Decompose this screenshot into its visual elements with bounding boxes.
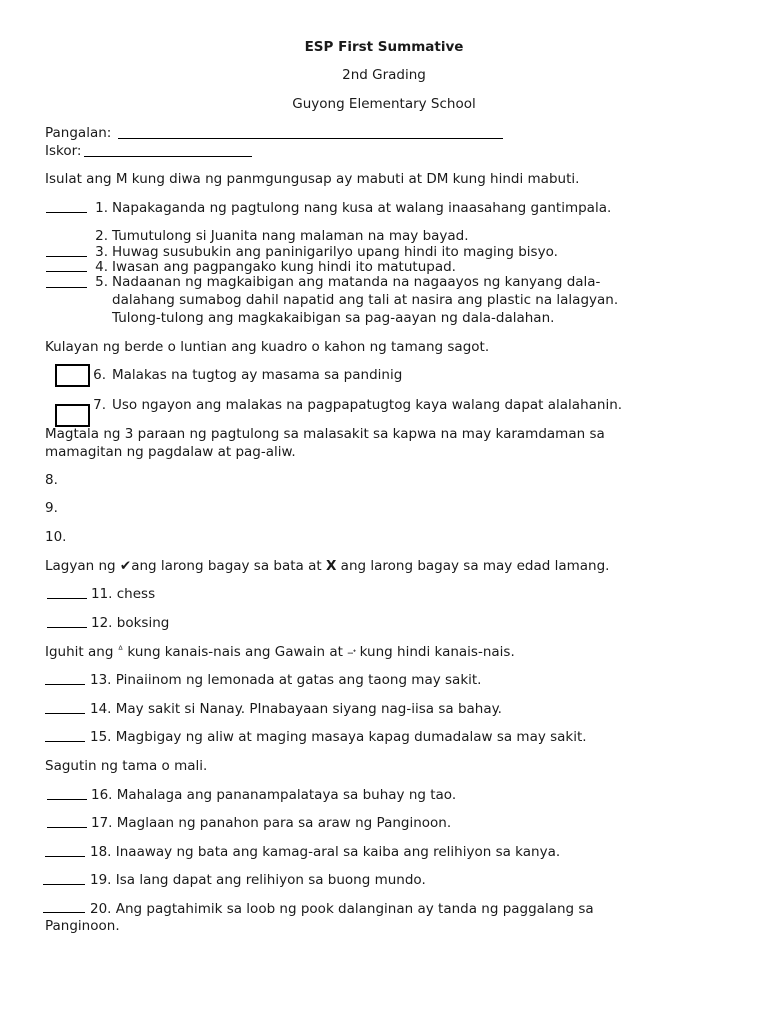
part3-instruction-line2: mamagitan ng pagdalaw at pag-aliw.	[45, 444, 296, 460]
item-number-6: 6.	[93, 367, 106, 383]
item-text-7: Uso ngayon ang malakas na pagpapatugtog kaya walang dapat alalahanin.	[112, 397, 623, 413]
item-text-14: 14. May sakit si Nanay. PInabayaan siyang nag-iisa sa bahay.	[90, 701, 502, 717]
answer-blank-1[interactable]	[46, 212, 87, 213]
part5-instruction-b: kung kanais-nais ang Gawain at	[123, 644, 348, 660]
item-text-20-cont: Panginoon.	[45, 918, 120, 934]
answer-blank-13[interactable]	[45, 684, 85, 685]
happy-face-icon: ᐞ	[117, 645, 124, 656]
item-text-17: 17. Maglaan ng panahon para sa araw ng Panginoon.	[91, 815, 452, 831]
item-number-2: 2.	[95, 228, 108, 244]
school-name: Guyong Elementary School	[292, 96, 476, 112]
answer-blank-11[interactable]	[47, 598, 87, 599]
answer-box-6[interactable]	[55, 364, 90, 387]
answer-blank-16[interactable]	[47, 799, 87, 800]
item-text-15: 15. Magbigay ng aliw at maging masaya kapag dumadalaw sa may sakit.	[90, 729, 587, 745]
answer-blank-12[interactable]	[47, 627, 87, 628]
item-text-5-line1: Nadaanan ng magkaibigan ang matanda na nagaayos ng kanyang dala-	[112, 274, 601, 290]
item-text-16: 16. Mahalaga ang pananampalataya sa buhay ng tao.	[91, 787, 457, 803]
answer-blank-5[interactable]	[46, 287, 87, 288]
answer-blank-19[interactable]	[43, 884, 85, 885]
item-text-1: Napakaganda ng pagtulong nang kusa at walang inaasahang gantimpala.	[112, 200, 612, 216]
item-number-9: 9.	[45, 500, 58, 516]
item-number-5: 5.	[95, 274, 108, 290]
answer-blank-15[interactable]	[45, 741, 85, 742]
item-text-11: 11. chess	[91, 586, 156, 602]
answer-blank-3[interactable]	[46, 256, 87, 257]
item-text-20: 20. Ang pagtahimik sa loob ng pook dalanginan ay tanda ng paggalang sa	[90, 901, 594, 917]
grading-label: 2nd Grading	[342, 67, 426, 83]
item-text-5-line2: dalahang sumabog dahil napatid ang tali at nasira ang plastic na lalagyan.	[112, 292, 619, 308]
item-number-4: 4.	[95, 259, 108, 275]
item-text-3: Huwag susubukin ang paninigarilyo upang hindi ito maging bisyo.	[112, 244, 558, 260]
item-number-8: 8.	[45, 472, 58, 488]
item-text-2: Tumutulong si Juanita nang malaman na may bayad.	[112, 228, 469, 244]
answer-blank-14[interactable]	[45, 713, 85, 714]
part5-instruction-a: Iguhit ang	[45, 644, 118, 660]
item-text-18: 18. Inaaway ng bata ang kamag-aral sa kaiba ang relihiyon sa kanya.	[90, 844, 561, 860]
part4-instruction-b: ang larong bagay sa bata at	[131, 558, 326, 574]
answer-box-7[interactable]	[55, 404, 90, 427]
sad-face-icon: --ᐩ	[347, 648, 356, 659]
name-label: Pangalan:	[45, 125, 112, 141]
answer-blank-4[interactable]	[46, 271, 87, 272]
item-number-3: 3.	[95, 244, 108, 260]
item-number-7: 7.	[93, 397, 106, 413]
answer-blank-17[interactable]	[47, 827, 87, 828]
item-text-5-line3: Tulong-tulong ang magkakaibigan sa pag-aayan ng dala-dalahan.	[112, 310, 555, 326]
score-label: Iskor:	[45, 143, 82, 159]
part4-instruction-c: ang larong bagay sa may edad lamang.	[336, 558, 610, 574]
page-title: ESP First Summative	[304, 39, 464, 55]
item-text-12: 12. boksing	[91, 615, 170, 631]
item-number-10: 10.	[45, 529, 67, 545]
score-field[interactable]	[84, 156, 252, 157]
x-icon: X	[325, 558, 337, 574]
part3-instruction-line1: Magtala ng 3 paraan ng pagtulong sa malasakit sa kapwa na may karamdaman sa	[45, 426, 605, 442]
item-text-19: 19. Isa lang dapat ang relihiyon sa buong mundo.	[90, 872, 426, 888]
answer-blank-20[interactable]	[43, 912, 85, 913]
part6-instruction: Sagutin ng tama o mali.	[45, 758, 208, 774]
answer-blank-18[interactable]	[45, 856, 85, 857]
check-icon: ✔	[119, 558, 132, 574]
part4-instruction-a: Lagyan ng	[45, 558, 120, 574]
part5-instruction	[45, 643, 515, 662]
part5-instruction-c: kung hindi kanais-nais.	[355, 644, 515, 660]
item-text-4: Iwasan ang pagpangako kung hindi ito matutupad.	[112, 259, 456, 275]
part4-instruction	[45, 558, 609, 574]
name-field[interactable]	[118, 138, 503, 139]
part1-instruction: Isulat ang M kung diwa ng panmgungusap ay mabuti at DM kung hindi mabuti.	[45, 171, 580, 187]
item-number-1: 1.	[95, 200, 108, 216]
item-text-13: 13. Pinaiinom ng lemonada at gatas ang taong may sakit.	[90, 672, 482, 688]
part2-instruction: Kulayan ng berde o luntian ang kuadro o kahon ng tamang sagot.	[45, 339, 490, 355]
item-text-6: Malakas na tugtog ay masama sa pandinig	[112, 367, 403, 383]
